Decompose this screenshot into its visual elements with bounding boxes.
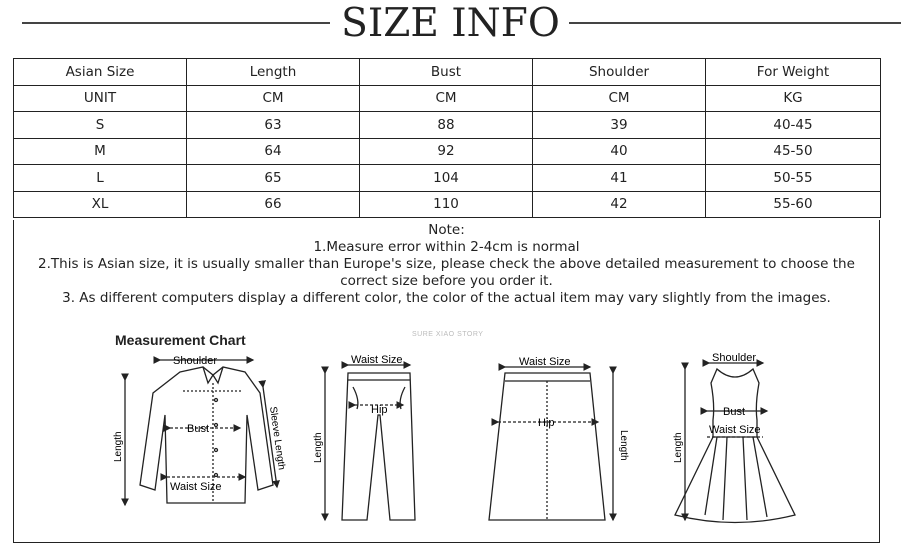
measurement-chart xyxy=(95,325,815,545)
shirt-waist-label: Waist Size xyxy=(170,481,222,493)
table-cell: UNIT xyxy=(14,85,187,112)
table-units-row xyxy=(14,85,881,112)
header-rule-right xyxy=(569,22,901,24)
table-cell: KG xyxy=(706,85,881,112)
pants-waist-label: Waist Size xyxy=(351,354,403,366)
note-line-3: 3. As different computers display a different color, the color of the actual item may vary slightly from the images. xyxy=(62,290,831,306)
notes xyxy=(14,222,879,307)
table-cell: 66 xyxy=(187,191,360,218)
table-cell: 42 xyxy=(533,191,706,218)
table-cell: 39 xyxy=(533,112,706,139)
table-cell: 63 xyxy=(187,112,360,139)
table-cell: 92 xyxy=(360,138,533,165)
shirt-sleeve-label: Sleeve Length xyxy=(267,405,287,471)
table-cell: M xyxy=(14,138,187,165)
table-cell: CM xyxy=(360,85,533,112)
pants-hip-label: Hip xyxy=(371,404,388,416)
note-line-1: 1.Measure error within 2-4cm is normal xyxy=(313,239,580,255)
table-cell: Bust xyxy=(360,59,533,86)
table-cell: For Weight xyxy=(706,59,881,86)
shirt-bust-label: Bust xyxy=(187,423,210,435)
skirt-waist-label: Waist Size xyxy=(519,356,571,368)
table-row xyxy=(14,112,881,139)
dress-shoulder-label: Shoulder xyxy=(712,352,757,364)
table-row xyxy=(14,138,881,165)
pants-diagram xyxy=(325,365,415,520)
dress-waist-label: Waist Size xyxy=(709,424,761,436)
shirt-shoulder-label: Shoulder xyxy=(173,355,218,367)
skirt-length-label: Length xyxy=(618,430,629,461)
table-cell: 40 xyxy=(533,138,706,165)
table-cell: 110 xyxy=(360,191,533,218)
table-row xyxy=(14,165,881,192)
pants-length-label: Length xyxy=(313,432,324,463)
dress-length-label: Length xyxy=(673,432,684,463)
table-cell: L xyxy=(14,165,187,192)
page-title: SIZE INFO xyxy=(341,1,560,46)
skirt-diagram xyxy=(489,367,613,520)
table-cell: 45-50 xyxy=(706,138,881,165)
table-cell: 88 xyxy=(360,112,533,139)
note-heading: Note: xyxy=(428,222,465,238)
table-cell: 41 xyxy=(533,165,706,192)
dress-bust-label: Bust xyxy=(723,406,746,418)
header xyxy=(0,0,901,48)
note-line-2: 2.This is Asian size, it is usually smaller than Europe's size, please check the above detailed measurement to choose the correct size before you order it. xyxy=(38,256,855,289)
shirt-length-label: Length xyxy=(113,431,124,462)
table-cell: 50-55 xyxy=(706,165,881,192)
table-row xyxy=(14,191,881,218)
table-cell: Length xyxy=(187,59,360,86)
table-cell: 104 xyxy=(360,165,533,192)
table-cell: 64 xyxy=(187,138,360,165)
table-cell: CM xyxy=(187,85,360,112)
table-cell: 65 xyxy=(187,165,360,192)
table-cell: S xyxy=(14,112,187,139)
table-cell: 40-45 xyxy=(706,112,881,139)
table-cell: Asian Size xyxy=(14,59,187,86)
watermark: SURE XIAO STORY xyxy=(412,331,484,338)
table-cell: XL xyxy=(14,191,187,218)
table-cell: 55-60 xyxy=(706,191,881,218)
size-table xyxy=(13,58,881,218)
table-header-row xyxy=(14,59,881,86)
table-cell: CM xyxy=(533,85,706,112)
dress-diagram xyxy=(675,363,795,523)
table-cell: Shoulder xyxy=(533,59,706,86)
measurement-chart-title: Measurement Chart xyxy=(115,332,246,348)
skirt-hip-label: Hip xyxy=(538,417,555,429)
